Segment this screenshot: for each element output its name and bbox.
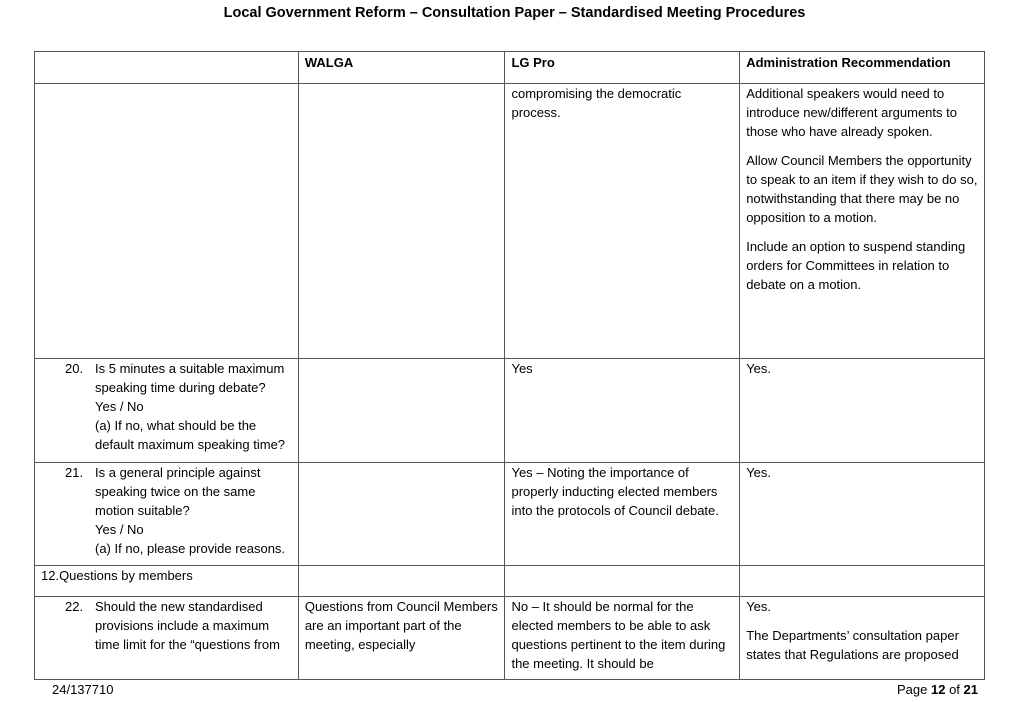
admin-cell	[740, 84, 985, 359]
walga-cell	[298, 84, 505, 359]
page-number: Page 12 of 21	[896, 682, 978, 697]
section-heading: 12.Questions by members	[35, 566, 299, 597]
question-number: 20.	[65, 361, 84, 376]
admin-cell	[740, 597, 985, 680]
question-subpart: (a) If no, please provide reasons.	[95, 541, 286, 556]
header-lgpro: LG Pro	[505, 52, 740, 84]
question-number: 22.	[65, 599, 84, 614]
question-cell	[35, 84, 299, 359]
admin-paragraph: Include an option to suspend standing orders for Committees in relation to debate on a motion.	[746, 239, 966, 292]
question-text: Is a general principle against speaking twice on the same motion suitable?	[95, 465, 261, 518]
table-row	[35, 84, 985, 359]
question-options: Yes / No	[95, 522, 144, 537]
section-row	[35, 566, 985, 597]
question-options: Yes / No	[95, 399, 144, 414]
walga-cell	[298, 463, 505, 566]
table-row	[35, 597, 985, 680]
question-text: Is 5 minutes a suitable maximum speaking time during debate?	[95, 361, 285, 395]
header-walga: WALGA	[298, 52, 505, 84]
table-row	[35, 463, 985, 566]
document-reference: 24/137710	[52, 682, 114, 697]
lgpro-cell: Yes	[505, 359, 740, 463]
admin-paragraph: The Departments’ consultation paper states that Regulations are proposed	[746, 628, 959, 662]
admin-paragraph: Additional speakers would need to introduce new/different arguments to those who have already spoken.	[746, 86, 957, 139]
recommendations-table	[34, 51, 985, 680]
admin-cell: Yes.	[740, 359, 985, 463]
walga-cell: Questions from Council Members are an important part of the meeting, especially	[298, 597, 505, 680]
lgpro-cell: No – It should be normal for the elected members to be able to ask questions pertinent to the item during the meeting. It should be	[505, 597, 740, 680]
table-row	[35, 359, 985, 463]
lgpro-cell: compromising the democratic process.	[505, 84, 740, 359]
question-text: Should the new standardised provisions include a maximum time limit for the “questions from	[95, 599, 280, 652]
admin-paragraph: Yes.	[746, 599, 772, 614]
question-number: 21.	[65, 465, 84, 480]
walga-cell	[298, 359, 505, 463]
question-cell	[35, 359, 299, 463]
table-header-row	[35, 52, 985, 84]
admin-cell: Yes.	[740, 463, 985, 566]
question-cell	[35, 597, 299, 680]
admin-paragraph: Allow Council Members the opportunity to speak to an item if they wish to do so, notwithstanding that there may be no opposition to a motion.	[746, 153, 978, 225]
header-question	[35, 52, 299, 84]
page-title: Local Government Reform – Consultation Paper – Standardised Meeting Procedures	[223, 5, 806, 21]
lgpro-cell: Yes – Noting the importance of properly inducting elected members into the protocols of Council debate.	[505, 463, 740, 566]
question-cell	[35, 463, 299, 566]
header-admin: Administration Recommendation	[740, 52, 985, 84]
question-subpart: (a) If no, what should be the default maximum speaking time?	[95, 418, 286, 452]
